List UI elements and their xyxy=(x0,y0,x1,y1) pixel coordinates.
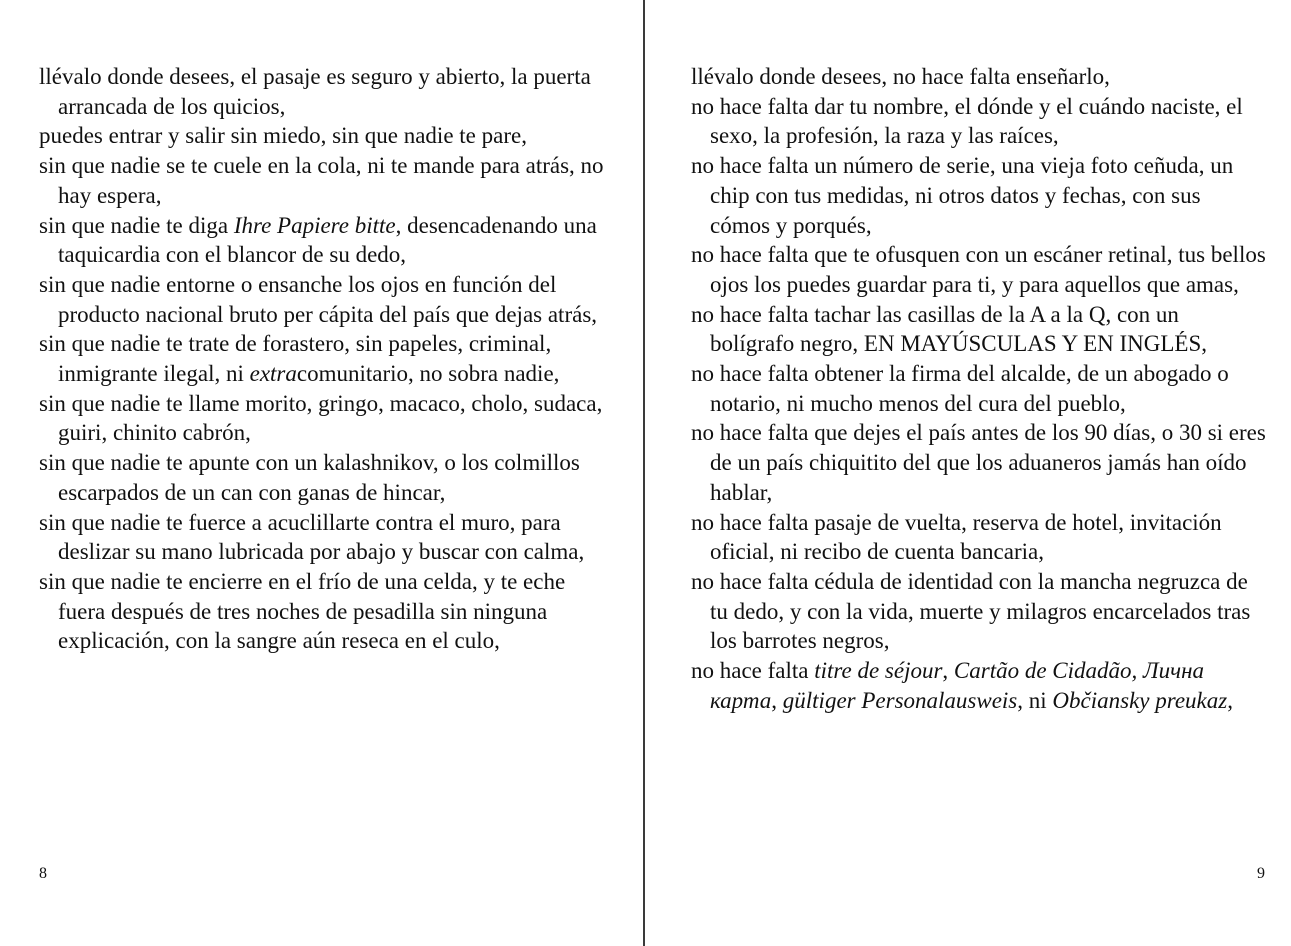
poem-line xyxy=(691,92,1266,151)
left-page xyxy=(0,0,643,946)
text-run: sin que nadie te fuerce a acuclillarte contra el muro, para deslizar su mano lubricada por abajo y buscar con calma, xyxy=(39,509,585,565)
right-poem-stanza xyxy=(691,62,1266,715)
poem-line xyxy=(691,418,1266,507)
poem-line xyxy=(39,270,614,329)
poem-line xyxy=(691,359,1266,418)
poem-line xyxy=(39,121,614,151)
italic-phrase: Ihre Papiere bitte xyxy=(233,212,396,238)
poem-line xyxy=(39,151,614,210)
poem-line xyxy=(39,448,614,507)
text-run: no hace falta que dejes el país antes de los 90 días, o 30 si eres de un país chiquitito del que los aduaneros jamás han oído hablar, xyxy=(691,420,1266,505)
text-run: no hace falta xyxy=(691,658,815,684)
text-run: sin que nadie te encierre en el frío de una celda, y te eche fuera después de tres noches de pesadilla sin ninguna explicación, con la sangre aún reseca en el culo, xyxy=(39,568,566,654)
text-run: , ni xyxy=(1017,687,1053,713)
text-run: sin que nadie te llame morito, gringo, macaco, cholo, sudaca, guiri, chinito cabrón, xyxy=(39,390,603,446)
italic-phrase: Občiansky preukaz xyxy=(1052,687,1228,713)
poem-line xyxy=(39,389,614,448)
text-run: sin que nadie entorne o ensanche los ojos en función del producto nacional bruto per cápita del país que dejas atrás, xyxy=(39,271,598,327)
page-number-left: 8 xyxy=(39,865,47,882)
poem-line xyxy=(691,300,1266,359)
poem-line xyxy=(691,62,1266,92)
text-run: , xyxy=(1227,687,1233,713)
text-run: , xyxy=(771,687,783,713)
text-run: , desencadenando una taquicardia con el blancor de su dedo, xyxy=(58,212,597,268)
text-run: comunitario, no sobra nadie, xyxy=(296,361,560,387)
text-run: llévalo donde desees, el pasaje es seguro y abierto, la puerta arrancada de los quicios, xyxy=(39,64,591,119)
text-run: sin que nadie se te cuele en la cola, ni te mande para atrás, no hay espera, xyxy=(39,153,604,208)
text-run: no hace falta dar tu nombre, el dónde y el cuándo naciste, el sexo, la profesión, la raza y las raíces, xyxy=(691,93,1243,149)
poem-line xyxy=(39,567,614,656)
poem-line xyxy=(691,656,1266,715)
poem-line xyxy=(39,211,614,270)
text-run: no hace falta pasaje de vuelta, reserva de hotel, invitación oficial, ni recibo de cuenta bancaria, xyxy=(691,509,1222,565)
poem-line xyxy=(691,240,1266,299)
poem-line xyxy=(691,151,1266,240)
text-run: puedes entrar y salir sin miedo, sin que nadie te pare, xyxy=(39,123,527,149)
poem-line xyxy=(39,62,614,121)
italic-phrase: Лична карта xyxy=(710,658,1205,713)
text-run: no hace falta tachar las casillas de la A a la Q, con un bolígrafo negro, EN MAYÚSCULAS Y EN INGLÉS, xyxy=(691,301,1208,357)
text-run: no hace falta un número de serie, una vieja foto ceñuda, un chip con tus medidas, ni otros datos y fechas, con sus cómos y porqués, xyxy=(691,153,1234,238)
text-run: no hace falta obtener la firma del alcalde, de un abogado o notario, ni mucho menos del cura del pueblo, xyxy=(691,361,1229,416)
italic-phrase: gültiger Personalausweis xyxy=(782,687,1018,713)
right-page xyxy=(645,0,1291,946)
poem-line xyxy=(691,567,1266,656)
text-run: sin que nadie te apunte con un kalashnikov, o los colmillos escarpados de un can con ganas de hincar, xyxy=(39,450,580,505)
italic-phrase: extra xyxy=(249,361,297,387)
poem-line xyxy=(691,508,1266,567)
text-run: no hace falta que te ofusquen con un escáner retinal, tus bellos ojos los puedes guardar para ti, y para aquellos que amas, xyxy=(691,242,1266,297)
left-poem-stanza xyxy=(39,62,614,656)
poem-line xyxy=(39,329,614,388)
page-number-right: 9 xyxy=(1257,865,1265,882)
italic-phrase: titre de séjour xyxy=(814,658,943,684)
text-run: , xyxy=(942,658,954,684)
italic-phrase: Cartão de Cidadão, xyxy=(953,658,1138,684)
text-run: llévalo donde desees, no hace falta enseñarlo, xyxy=(691,64,1110,89)
poem-line xyxy=(39,508,614,567)
text-run: sin que nadie te diga xyxy=(39,212,234,238)
text-run: sin que nadie te trate de forastero, sin papeles, criminal, inmigrante ilegal, ni xyxy=(39,331,552,387)
text-run: no hace falta cédula de identidad con la mancha negruzca de tu dedo, y con la vida, muerte y milagros encarcelados tras los barrotes negros, xyxy=(691,568,1251,654)
